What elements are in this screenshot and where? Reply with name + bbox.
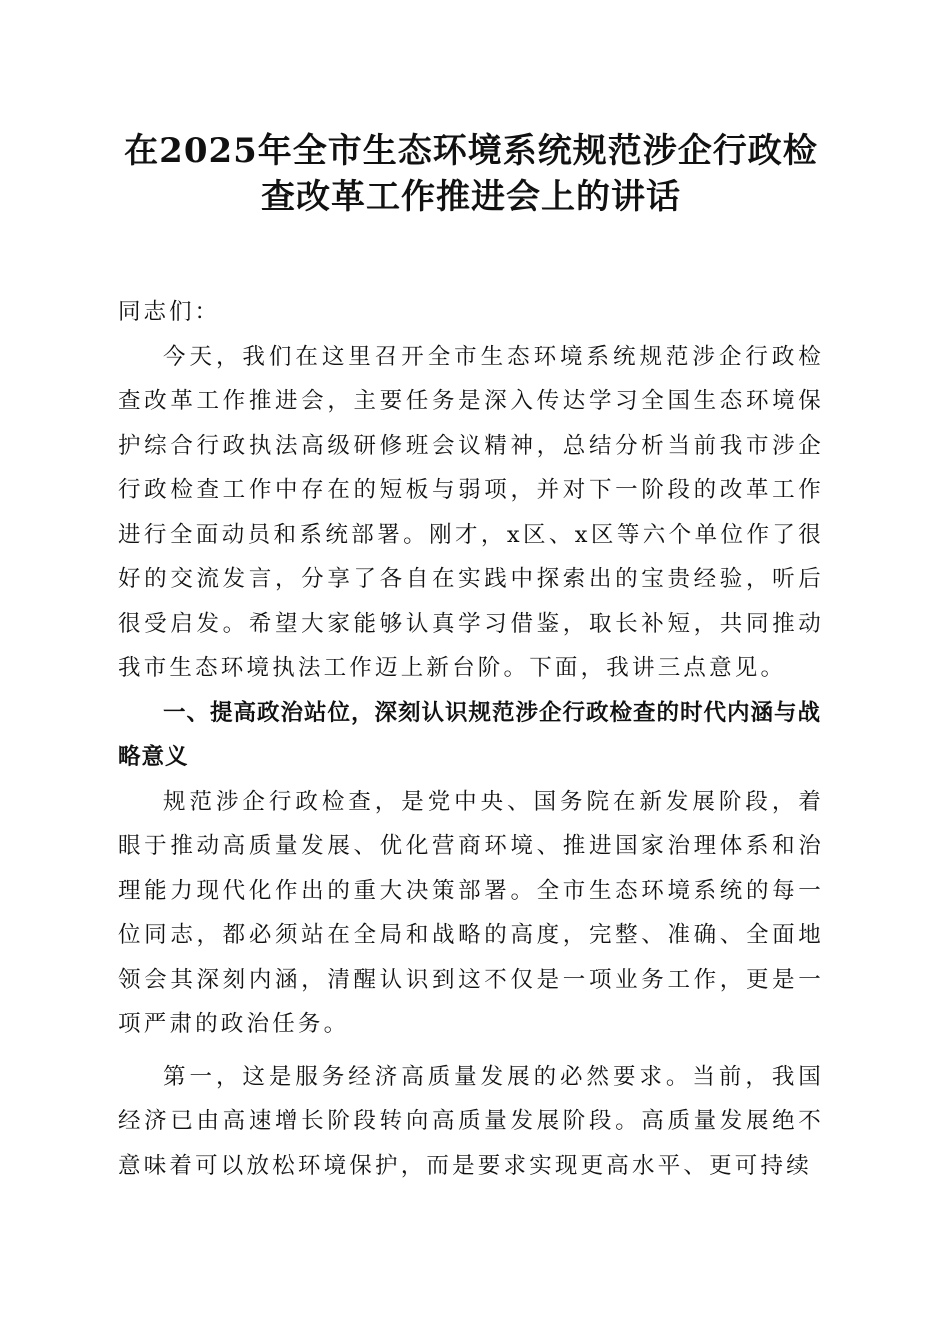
title-line-2: 查改革工作推进会上的讲话 [261,177,681,217]
intro-paragraph: 今天，我们在这里召开全市生态环境系统规范涉企行政检查改革工作推进会，主要任务是深入传达学习全国生态环境保护综合行政执法高级研修班会议精神，总结分析当前我市涉企行政检查工作中存在的短板与弱项，并对下一阶段的改革工作进行全面动员和系统部署。刚才，x区、x区等六个单位作了很好的交流发言，分享了各自在实践中探索出的宝贵经验，听后很受启发。希望大家能够认真学习借鉴，取长补短，共同推动我市生态环境执法工作迈上新台阶。下面，我讲三点意见。 [118,343,824,681]
title-line-1: 在2025年全市生态环境系统规范涉企行政检 [124,131,818,171]
salutation: 同志们： [118,299,221,325]
document-page [118,128,824,1188]
document-title [98,128,844,220]
section-1-paragraph: 规范涉企行政检查，是党中央、国务院在新发展阶段，着眼于推动高质量发展、优化营商环境、推进国家治理体系和治理能力现代化作出的重大决策部署。全市生态环境系统的每一位同志，都必须站在全局和战略的高度，完整、准确、全面地领会其深刻内涵，清醒认识到这不仅是一项业务工作，更是一项严肃的政治任务。 [118,788,824,1037]
section-1-heading: 一、提高政治站位，深刻认识规范涉企行政检查的时代内涵与战略意义 [118,699,822,770]
point-1-paragraph: 第一，这是服务经济高质量发展的必然要求。当前，我国经济已由高速增长阶段转向高质量发展阶段。高质量发展绝不意味着可以放松环境保护，而是要求实现更高水平、更可持续 [118,1063,824,1179]
